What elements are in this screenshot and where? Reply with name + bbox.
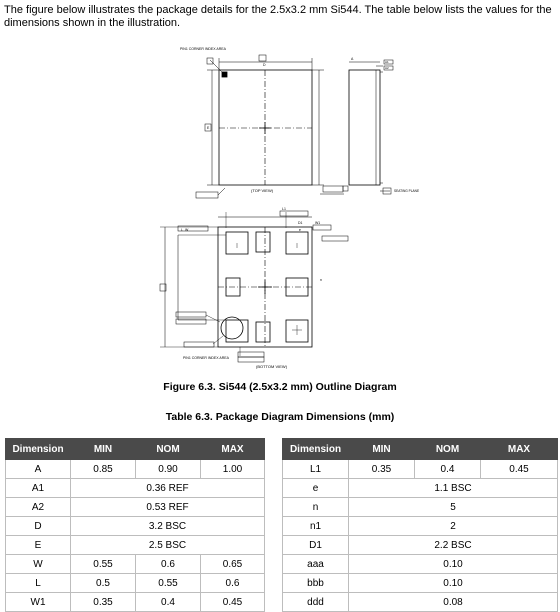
table-row: [6, 593, 558, 612]
label-top-view: (TOP VIEW): [251, 188, 274, 193]
label-a: A: [351, 57, 354, 61]
cell-max: 1.00: [201, 460, 265, 479]
cell-value-span: 2.2 BSC: [349, 536, 558, 555]
label-bottom-view: (BOTTOM VIEW): [256, 364, 288, 369]
label-e-pitch: e: [299, 228, 301, 232]
label-n: n: [320, 278, 322, 282]
cell-value-span: 0.10: [349, 574, 558, 593]
top-view-package: [219, 70, 312, 185]
table-gap: [265, 479, 283, 498]
label-d1: D1: [298, 221, 303, 225]
header-nom: NOM: [136, 439, 201, 460]
table-row: [6, 574, 558, 593]
cell-value-span: 1.1 BSC: [349, 479, 558, 498]
table-header-row: [6, 439, 558, 460]
cell-nom: 0.4: [415, 460, 481, 479]
label-seating-plane: SEATING PLANE: [394, 189, 420, 193]
label-w: W: [185, 228, 189, 232]
cell-min: 0.85: [71, 460, 136, 479]
cell-nom: 0.90: [136, 460, 201, 479]
cell-dimension: A: [6, 460, 71, 479]
table-gap: [265, 574, 283, 593]
table-row: [6, 536, 558, 555]
cell-dimension: n: [283, 498, 349, 517]
cell-min: 0.35: [349, 460, 415, 479]
table-gap: [265, 593, 283, 612]
cell-dimension: L: [6, 574, 71, 593]
intro-text: The figure below illustrates the package details for the 2.5x3.2 mm Si544. The table below lists the values for the dimensions shown in the illustration.: [4, 4, 552, 29]
label-pin1-bottom: PIN1 CORNER INDEX AREA: [183, 356, 229, 360]
cell-dimension: aaa: [283, 555, 349, 574]
cell-value-span: 0.10: [349, 555, 558, 574]
cell-nom: 0.4: [136, 593, 201, 612]
table-gap: [265, 536, 283, 555]
cell-dimension: L1: [283, 460, 349, 479]
cell-max: 0.6: [201, 574, 265, 593]
cell-min: 0.35: [71, 593, 136, 612]
dimensions-table: [5, 438, 558, 612]
table-caption: Table 6.3. Package Diagram Dimensions (mm): [165, 411, 395, 423]
header-nom: NOM: [415, 439, 481, 460]
cell-nom: 0.55: [136, 574, 201, 593]
cell-max: 0.45: [201, 593, 265, 612]
table-body: [6, 460, 558, 612]
label-d: D: [263, 63, 266, 67]
figure-caption: Figure 6.3. Si544 (2.5x3.2 mm) Outline Diagram: [163, 381, 397, 393]
header-max: MAX: [481, 439, 558, 460]
outline-diagram: [0, 40, 560, 375]
cell-dimension: bbb: [283, 574, 349, 593]
label-l: L: [181, 228, 183, 232]
table-row: [6, 555, 558, 574]
pad: [256, 322, 270, 342]
label-pin1-top: PIN1 CORNER INDEX AREA: [180, 47, 226, 51]
label-w1: W1: [315, 221, 321, 225]
cell-value-span: 5: [349, 498, 558, 517]
label-a2: A2: [385, 66, 389, 70]
table-gap: [265, 498, 283, 517]
header-max: MAX: [201, 439, 265, 460]
side-view-package: [349, 70, 380, 185]
cell-value-span: 0.53 REF: [71, 498, 265, 517]
table-gap: [265, 555, 283, 574]
label-l1: L1: [282, 207, 286, 211]
cell-value-span: 2: [349, 517, 558, 536]
pad: [256, 232, 270, 252]
cell-value-span: 0.36 REF: [71, 479, 265, 498]
cell-dimension: D1: [283, 536, 349, 555]
cell-nom: 0.6: [136, 555, 201, 574]
table-gap: [265, 439, 283, 460]
cell-min: 0.5: [71, 574, 136, 593]
cell-dimension: D: [6, 517, 71, 536]
header-dimension: Dimension: [6, 439, 71, 460]
cell-value-span: 0.08: [349, 593, 558, 612]
cell-dimension: ddd: [283, 593, 349, 612]
header-min: MIN: [71, 439, 136, 460]
table-row: [6, 479, 558, 498]
label-a1: A1: [385, 60, 389, 64]
cell-dimension: A1: [6, 479, 71, 498]
cell-value-span: 3.2 BSC: [71, 517, 265, 536]
table-gap: [265, 517, 283, 536]
table-row: [6, 517, 558, 536]
label-e: E: [207, 126, 210, 130]
cell-dimension: e: [283, 479, 349, 498]
table-row: [6, 460, 558, 479]
cell-dimension: W: [6, 555, 71, 574]
cell-dimension: A2: [6, 498, 71, 517]
cell-max: 0.65: [201, 555, 265, 574]
table-gap: [265, 460, 283, 479]
header-dimension: Dimension: [283, 439, 349, 460]
header-min: MIN: [349, 439, 415, 460]
cell-min: 0.55: [71, 555, 136, 574]
cell-value-span: 2.5 BSC: [71, 536, 265, 555]
cell-dimension: E: [6, 536, 71, 555]
cell-max: 0.45: [481, 460, 558, 479]
cell-dimension: n1: [283, 517, 349, 536]
table-row: [6, 498, 558, 517]
cell-dimension: W1: [6, 593, 71, 612]
